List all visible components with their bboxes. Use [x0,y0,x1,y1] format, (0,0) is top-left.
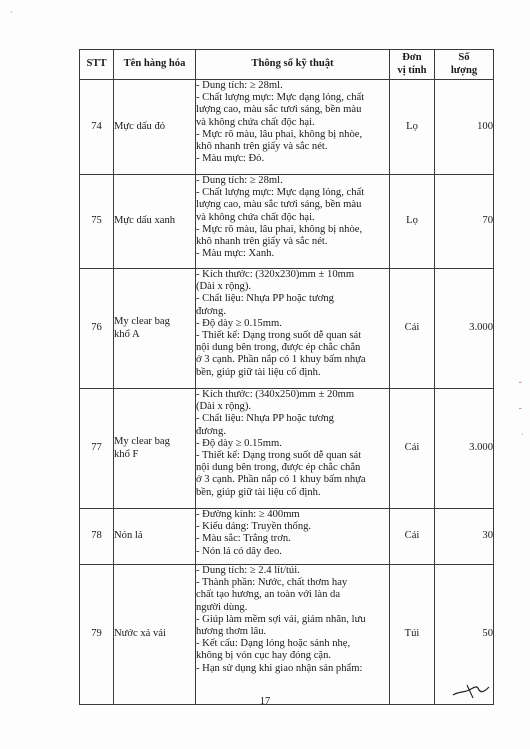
row-quantity: 70 [435,175,494,269]
row-specifications [196,269,390,389]
table-row [80,389,494,509]
row-quantity: 100 [435,80,494,175]
margin-mark: · [521,430,524,439]
spec-line: nội dung bên trong, được ép chắc chắn [196,342,361,354]
product-spec-table [79,49,494,705]
header-stt: STT [80,50,114,80]
spec-line: - Nón lá có dây đeo. [196,545,282,557]
row-quantity: 50 [435,565,494,705]
spec-line: ở 3 cạnh. Phần nắp có 1 khuy bấm nhựa [196,474,366,486]
spec-line: - Màu mực: Xanh. [196,248,275,260]
row-quantity: 3.000 [435,269,494,389]
spec-line: chất tạo hương, an toàn với làn da [196,589,341,601]
item-name-line: khổ F [114,448,139,460]
header-unit-line: Đơn [402,52,422,64]
spec-line: - Hạn sử dụng khi giao nhận sản phẩm: [196,662,363,674]
spec-line: - Kiểu dáng: Truyền thống. [196,521,312,533]
page-number: 17 [259,696,271,707]
spec-line: bền, giúp giữ tài liệu cố định. [196,366,321,378]
row-specifications [196,565,390,705]
item-name-line: My clear bag [114,436,170,448]
spec-line: - Kích thước: (320x230)mm ± 10mm [196,269,355,280]
spec-line: - Chất liệu: Nhựa PP hoặc tương [196,293,334,305]
signature-mark [451,681,491,701]
spec-line: đương. [196,305,226,317]
spec-line: - Thành phần: Nước, chất thơm hay [196,577,348,589]
table-row [80,175,494,269]
item-name-line: Mực dấu xanh [114,215,176,227]
item-name-line: Nước xả vải [114,628,166,640]
header-unit [390,50,435,80]
row-specifications [196,80,390,175]
spec-line: ở 3 cạnh. Phần nắp có 1 khuy bấm nhựa [196,354,366,366]
row-stt: 76 [80,269,114,389]
header-quantity [435,50,494,80]
spec-line: - Kích thước: (340x250)mm ± 20mm [196,389,355,400]
row-unit: Túi [390,565,435,705]
spec-line: đương. [196,425,226,437]
spec-line: - Màu sắc: Trắng trơn. [196,533,291,545]
spec-line: - Kết cấu: Dạng lỏng hoặc sánh nhẹ, [196,638,351,650]
row-unit: Cái [390,269,435,389]
row-stt: 75 [80,175,114,269]
spec-line: - Mực rõ màu, lâu phai, không bị nhòe, [196,223,363,235]
spec-line: - Dung tích: ≥ 28ml. [196,175,283,186]
table-row [80,509,494,565]
spec-line: - Chất liệu: Nhựa PP hoặc tương [196,413,334,425]
spec-line: không bị vón cục hay đóng cặn. [196,650,332,662]
header-row [80,50,494,80]
margin-mark: · [10,8,13,17]
item-name-line: Nón lá [114,530,143,542]
table-row [80,269,494,389]
row-specifications [196,175,390,269]
spec-line: - Dung tích: ≥ 2.4 lít/túi. [196,565,300,576]
header-unit-line: vị tính [397,64,427,76]
spec-line: - Đường kính: ≥ 400mm [196,509,300,520]
row-specifications [196,389,390,509]
spec-line: - Chất lượng mực: Mực dạng lỏng, chất [196,92,365,104]
row-item-name [114,175,196,269]
spec-line: hương thơm lâu. [196,626,267,638]
margin-mark: ╴ [519,378,524,387]
spec-line: (Dài x rộng). [196,401,252,413]
spec-line: khô nhanh trên giấy và sắc nét. [196,236,328,248]
spec-line: lượng cao, màu sắc tươi sáng, bền màu [196,199,362,211]
spec-line: và không chứa chất độc hại. [196,211,315,223]
row-stt: 77 [80,389,114,509]
spec-line: khô nhanh trên giấy và sắc nét. [196,141,328,153]
spec-line: và không chứa chất độc hại. [196,116,315,128]
spec-line: - Màu mực: Đỏ. [196,153,265,165]
header-qty-line: lượng [450,64,478,76]
row-unit: Cái [390,509,435,565]
spec-line: (Dài x rộng). [196,281,252,293]
table-row [80,80,494,175]
row-item-name [114,509,196,565]
row-quantity: 3.000 [435,389,494,509]
spec-line: - Thiết kế: Dạng trong suốt dễ quan sát [196,330,362,342]
spec-line: - Dung tích: ≥ 28ml. [196,80,283,91]
row-unit: Lọ [390,175,435,269]
row-quantity: 30 [435,509,494,565]
row-stt: 79 [80,565,114,705]
row-item-name [114,269,196,389]
spec-line: - Thiết kế: Dạng trong suốt dễ quan sát [196,450,362,462]
spec-line: bền, giúp giữ tài liệu cố định. [196,486,321,498]
row-item-name [114,389,196,509]
row-unit: Cái [390,389,435,509]
spec-line: - Mực rõ màu, lâu phai, không bị nhòe, [196,128,363,140]
row-item-name [114,565,196,705]
row-unit: Lọ [390,80,435,175]
item-name-line: Mực dấu đỏ [114,120,166,132]
spec-line: - Chất lượng mực: Mực dạng lỏng, chất [196,187,365,199]
header-item-name: Tên hàng hóa [114,50,196,80]
header-specifications: Thông số kỹ thuật [196,50,390,80]
item-name-line: My clear bag [114,316,170,328]
spec-line: - Giúp làm mềm sợi vải, giảm nhăn, lưu [196,613,366,625]
spec-line: - Độ dày ≥ 0.15mm. [196,317,282,329]
row-stt: 74 [80,80,114,175]
margin-mark: ╴ [519,404,524,413]
spec-line: - Độ dày ≥ 0.15mm. [196,437,282,449]
spec-line: lượng cao, màu sắc tươi sáng, bền màu [196,104,362,116]
spec-line: người dùng. [196,601,248,613]
spec-line: nội dung bên trong, được ép chắc chắn [196,462,361,474]
header-qty-line: Số [458,52,470,64]
item-name-line: khổ A [114,328,140,340]
row-specifications [196,509,390,565]
table-row [80,565,494,705]
row-stt: 78 [80,509,114,565]
row-item-name [114,80,196,175]
